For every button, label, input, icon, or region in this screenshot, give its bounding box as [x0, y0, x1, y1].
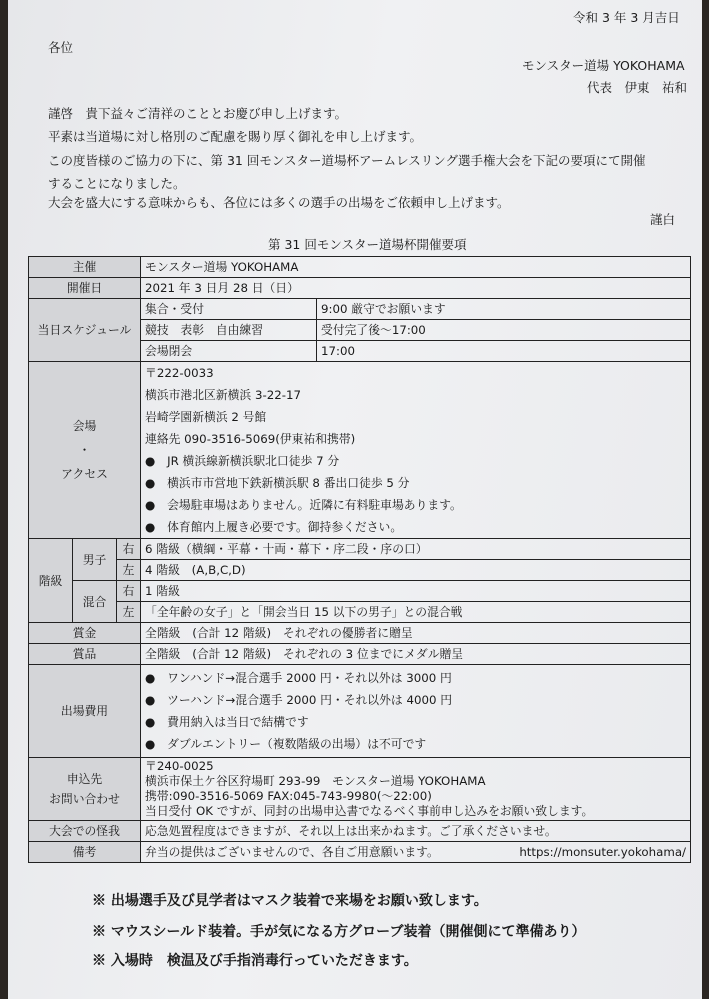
schedule-item: 集合・受付 — [141, 299, 317, 320]
schedule-item: 会場閉会 — [141, 341, 317, 362]
table-row — [29, 665, 691, 758]
host-label: 主催 — [29, 257, 141, 278]
table-row — [29, 539, 691, 560]
table-row — [29, 623, 691, 644]
mixed-label: 混合 — [73, 581, 117, 623]
right-arm-label: 右 — [117, 581, 141, 602]
venue-access: ● 会場駐車場はありません。近隣に有料駐車場あります。 — [145, 498, 462, 512]
remarks-label: 備考 — [29, 842, 141, 863]
closing: 謹白 — [650, 212, 676, 227]
body-line: この度皆様のご協力の下に、第 31 回モンスター道場杯アームレスリング選手権大会を下記の要項にて開催 — [48, 153, 646, 168]
injury-value: 応急処置程度はできますが、それ以上は出来かねます。ご了承くださいませ。 — [141, 821, 691, 842]
host-value: モンスター道場 YOKOHAMA — [141, 257, 691, 278]
fee-item: ● ダブルエントリー（複数階級の出場）は不可です — [145, 737, 427, 751]
table-row — [29, 278, 691, 299]
note-temperature: ※ 入場時 検温及び手指消毒行っていただきます。 — [92, 953, 418, 969]
venue-access: ● 体育館内上履き必要です。御持参ください。 — [145, 520, 403, 534]
table-row — [29, 842, 691, 863]
table-row — [29, 560, 691, 581]
apply-address: 横浜市保土ケ谷区狩場町 293-99 モンスター道場 YOKOHAMA — [145, 774, 486, 788]
note-mask: ※ 出場選手及び見学者はマスク装着で来場をお願い致します。 — [92, 893, 488, 909]
date-value: 2021 年 3 日月 28 日（日） — [141, 278, 691, 299]
date-label: 開催日 — [29, 278, 141, 299]
event-details-table — [28, 256, 691, 863]
apply-value — [141, 758, 691, 821]
fee-item: ● ワンハンド→混合選手 2000 円・それ以外は 3000 円 — [145, 671, 452, 685]
representative: 代表 伊東 祐和 — [587, 80, 688, 95]
mixed-left-classes: 「全年齢の女子」と「開会当日 15 以下の男子」との混合戦 — [141, 602, 691, 623]
left-arm-label: 左 — [117, 560, 141, 581]
schedule-item: 競技 表彰 自由練習 — [141, 320, 317, 341]
notice-document — [8, 0, 702, 999]
venue-access: ● JR 横浜線新横浜駅北口徒歩 7 分 — [145, 454, 340, 468]
body-line: することになりました。 — [48, 176, 186, 191]
remarks-text: 弁当の提供はございませんので、各自ご用意願います。 — [145, 845, 439, 859]
body-line: 謹啓 貴下益々ご清祥のこととお慶び申し上げます。 — [48, 106, 348, 121]
table-row — [29, 362, 691, 539]
prize-money-label: 賞金 — [29, 623, 141, 644]
issue-date: 令和 3 年 3 月吉日 — [573, 10, 680, 25]
schedule-label: 当日スケジュール — [29, 299, 141, 362]
schedule-time: 17:00 — [317, 341, 691, 362]
table-row — [29, 299, 691, 320]
fee-item: ● 費用納入は当日で結構です — [145, 715, 309, 729]
table-row — [29, 821, 691, 842]
fee-item: ● ツーハンド→混合選手 2000 円・それ以外は 4000 円 — [145, 693, 453, 707]
organization: モンスター道場 YOKOHAMA — [522, 58, 685, 73]
table-row — [29, 257, 691, 278]
prize-money-value: 全階級 (合計 12 階級) それぞれの優勝者に贈呈 — [141, 623, 691, 644]
schedule-time: 受付完了後～17:00 — [317, 320, 691, 341]
body-line: 大会を盛大にする意味からも、各位には多くの選手の出場をご依頼申し上げます。 — [48, 195, 510, 210]
venue-address: 横浜市港北区新横浜 3-22-17 — [145, 388, 301, 402]
prize-label: 賞品 — [29, 644, 141, 665]
right-arm-label: 右 — [117, 539, 141, 560]
fee-label: 出場費用 — [29, 665, 141, 758]
mixed-right-classes: 1 階級 — [141, 581, 691, 602]
venue-building: 岩崎学園新横浜 2 号館 — [145, 410, 267, 424]
table-row — [29, 581, 691, 602]
apply-note: 当日受付 OK ですが、同封の出場申込書でなるべく事前申し込みをお願い致します。 — [145, 804, 594, 818]
class-label: 階級 — [29, 539, 73, 623]
body-line: 平素は当道場に対し格別のご配慮を賜り厚く御礼を申し上げます。 — [48, 129, 423, 144]
male-label: 男子 — [73, 539, 117, 581]
recipient: 各位 — [48, 40, 74, 55]
table-title: 第 31 回モンスター道場杯開催要項 — [268, 237, 467, 252]
note-shield: ※ マウスシールド装着。手が気になる方グローブ装着（開催側にて準備あり） — [92, 924, 586, 940]
table-row — [29, 602, 691, 623]
venue-value — [141, 362, 691, 539]
apply-postcode: 〒240-0025 — [145, 759, 214, 773]
left-arm-label: 左 — [117, 602, 141, 623]
venue-label: 会場 ・ アクセス — [29, 362, 141, 539]
fee-value — [141, 665, 691, 758]
injury-label: 大会での怪我 — [29, 821, 141, 842]
website-url: https://monsuter.yokohama/ — [519, 845, 687, 859]
male-right-classes: 6 階級（横綱・平幕・十両・幕下・序二段・序の口） — [141, 539, 691, 560]
remarks-value — [141, 842, 691, 863]
schedule-time: 9:00 厳守でお願います — [317, 299, 691, 320]
venue-contact: 連絡先 090-3516-5069(伊東祐和携帯) — [145, 432, 356, 446]
prize-value: 全階級 (合計 12 階級) それぞれの 3 位までにメダル贈呈 — [141, 644, 691, 665]
male-left-classes: 4 階級 (A,B,C,D) — [141, 560, 691, 581]
apply-phone-fax: 携帯:090-3516-5069 FAX:045-743-9980(～22:00) — [145, 789, 432, 803]
venue-access: ● 横浜市市営地下鉄新横浜駅 8 番出口徒歩 5 分 — [145, 476, 410, 490]
table-row — [29, 644, 691, 665]
apply-label: 申込先 お問い合わせ — [29, 758, 141, 821]
venue-postcode: 〒222-0033 — [145, 366, 214, 380]
table-row — [29, 758, 691, 821]
